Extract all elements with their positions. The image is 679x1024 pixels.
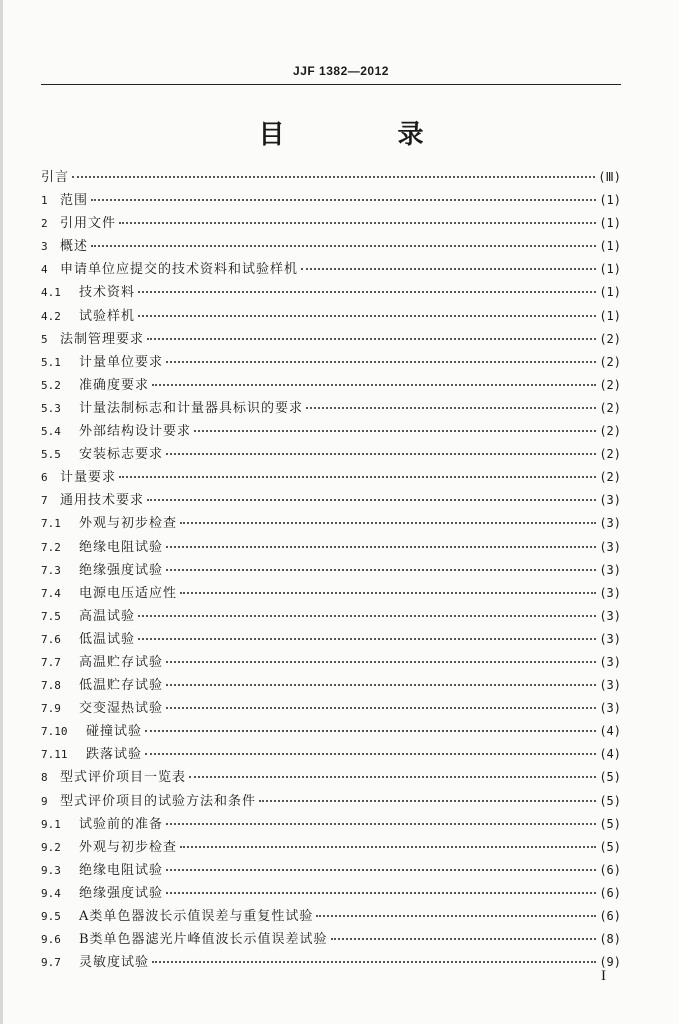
toc-leader-dots bbox=[166, 361, 596, 363]
toc-entry-title: 绝缘电阻试验 bbox=[79, 539, 164, 555]
toc-entry-number: 7.8 bbox=[41, 679, 61, 693]
toc-entry-page: (5) bbox=[599, 793, 621, 808]
toc-entry-page: (1) bbox=[599, 239, 621, 254]
toc-entry-page: (3) bbox=[599, 654, 621, 669]
toc-entry-number: 7.7 bbox=[41, 655, 61, 669]
toc-entry-title: 低温贮存试验 bbox=[79, 678, 164, 694]
toc-entry-page: (2) bbox=[599, 400, 621, 415]
toc-entry-page: (5) bbox=[599, 770, 621, 785]
toc-leader-dots bbox=[138, 291, 596, 293]
toc-entry[interactable] bbox=[41, 628, 621, 651]
toc-entry-page: (2) bbox=[599, 331, 621, 346]
toc-entry-number: 7.5 bbox=[41, 609, 61, 623]
toc-entry-page: (2) bbox=[599, 424, 621, 439]
toc-entry[interactable] bbox=[41, 258, 621, 281]
toc-entry-title: 法制管理要求 bbox=[60, 331, 145, 347]
toc-entry-number: 7.9 bbox=[41, 702, 61, 716]
toc-entry-number: 5 bbox=[41, 332, 48, 346]
toc-entry-title: 试验样机 bbox=[79, 308, 136, 324]
toc-entry-title: 高温试验 bbox=[79, 608, 136, 624]
toc-entry-number: 5.4 bbox=[41, 425, 61, 439]
toc-entry-page: (6) bbox=[599, 862, 621, 877]
toc-entry[interactable] bbox=[41, 859, 621, 882]
toc-entry-page: (2) bbox=[599, 447, 621, 462]
toc-entry-page: (1) bbox=[599, 308, 621, 323]
toc-entry-title: 计量要求 bbox=[60, 470, 117, 486]
toc-entry-number: 6 bbox=[41, 471, 48, 485]
toc-entry-title: 技术资料 bbox=[79, 285, 136, 301]
toc-entry-page: (6) bbox=[599, 909, 621, 923]
toc-entry-page: (1) bbox=[599, 262, 621, 277]
toc-entry-title: 申请单位应提交的技术资料和试验样机 bbox=[60, 262, 299, 278]
toc-leader-dots bbox=[316, 915, 596, 917]
toc-entry-title: 概述 bbox=[60, 239, 89, 255]
toc-entry-title: B类单色器滤光片峰值波长示值误差试验 bbox=[79, 932, 328, 948]
toc-entry-number: 9.5 bbox=[41, 910, 61, 923]
toc-leader-dots bbox=[145, 753, 596, 755]
toc-entry-number: 9.3 bbox=[41, 863, 61, 877]
toc-leader-dots bbox=[259, 800, 596, 802]
toc-entry-title: 绝缘强度试验 bbox=[79, 885, 164, 901]
toc-entry[interactable] bbox=[41, 743, 621, 766]
toc-entry-title: 外观与初步检查 bbox=[79, 839, 178, 855]
toc-entry-title: 引用文件 bbox=[60, 216, 117, 232]
toc-entry[interactable] bbox=[41, 813, 621, 836]
toc-entry-page: (3) bbox=[599, 585, 621, 600]
toc-leader-dots bbox=[331, 938, 597, 940]
toc-entry-number: 8 bbox=[41, 771, 48, 785]
toc-entry-page: (1) bbox=[599, 216, 621, 231]
toc-entry-page: (3) bbox=[599, 562, 621, 577]
toc-entry-title: 跌落试验 bbox=[86, 747, 143, 763]
toc-entry-title: 低温试验 bbox=[79, 631, 136, 647]
toc-entry[interactable] bbox=[41, 720, 621, 743]
toc-entry-title: 准确度要求 bbox=[79, 377, 150, 393]
toc-entry-title: 外观与初步检查 bbox=[79, 516, 178, 532]
toc-entry-number: 3 bbox=[41, 240, 48, 254]
toc-entry[interactable] bbox=[41, 281, 621, 304]
toc-leader-dots bbox=[152, 961, 596, 963]
toc-entry-number: 9 bbox=[41, 794, 48, 808]
toc-entry[interactable] bbox=[41, 397, 621, 420]
toc-leader-dots bbox=[72, 176, 595, 178]
toc-entry-number: 5.2 bbox=[41, 378, 61, 392]
toc-entry[interactable] bbox=[41, 905, 621, 928]
toc-leader-dots bbox=[301, 268, 596, 270]
toc-entry-title: 绝缘强度试验 bbox=[79, 562, 164, 578]
toc-entry-page: (3) bbox=[599, 701, 621, 716]
toc-leader-dots bbox=[91, 245, 596, 247]
toc-entry[interactable] bbox=[41, 559, 621, 582]
toc-entry[interactable] bbox=[41, 836, 621, 859]
toc-entry-number: 7.3 bbox=[41, 563, 61, 577]
toc-leader-dots bbox=[147, 338, 596, 340]
toc-entry[interactable] bbox=[41, 351, 621, 374]
toc-entry-page: (3) bbox=[599, 608, 621, 623]
toc-entry[interactable] bbox=[41, 651, 621, 674]
toc-entry-title: 型式评价项目的试验方法和条件 bbox=[60, 793, 257, 809]
toc-leader-dots bbox=[166, 546, 596, 548]
toc-leader-dots bbox=[166, 892, 596, 894]
toc-leader-dots bbox=[306, 407, 596, 409]
toc-entry-page: (2) bbox=[599, 470, 621, 485]
toc-entry-title: 计量法制标志和计量器具标识的要求 bbox=[79, 400, 304, 416]
page-title: 目 录 bbox=[258, 120, 476, 150]
toc-entry[interactable] bbox=[41, 928, 621, 951]
toc-entry-page: (3) bbox=[599, 516, 621, 531]
toc-entry-number: 7 bbox=[41, 494, 48, 508]
toc-entry-number: 4.2 bbox=[41, 309, 61, 323]
toc-entry[interactable] bbox=[41, 166, 621, 189]
toc-leader-dots bbox=[166, 661, 596, 663]
toc-entry-title: 高温贮存试验 bbox=[79, 654, 164, 670]
toc-entry-title: 通用技术要求 bbox=[60, 493, 145, 509]
toc-leader-dots bbox=[119, 476, 596, 478]
toc-entry-number: 7.6 bbox=[41, 632, 61, 646]
toc-entry[interactable] bbox=[41, 766, 621, 789]
header-rule bbox=[41, 84, 621, 85]
toc-leader-dots bbox=[138, 315, 596, 317]
toc-entry[interactable] bbox=[41, 235, 621, 258]
toc-entry-number: 2 bbox=[41, 217, 48, 231]
standard-code: JJF 1382—2012 bbox=[293, 64, 389, 78]
toc-entry-page: (Ⅲ) bbox=[598, 170, 621, 184]
toc-entry-number: 7.2 bbox=[41, 540, 61, 554]
table-of-contents bbox=[41, 166, 621, 974]
toc-entry-number: 5.3 bbox=[41, 401, 61, 415]
toc-leader-dots bbox=[166, 569, 596, 571]
toc-entry-page: (9) bbox=[599, 955, 621, 970]
toc-entry-page: (5) bbox=[599, 816, 621, 831]
toc-entry[interactable] bbox=[41, 374, 621, 397]
toc-entry-number: 7.11 bbox=[41, 748, 68, 762]
toc-entry-title: 安装标志要求 bbox=[79, 447, 164, 463]
toc-leader-dots bbox=[152, 384, 596, 386]
toc-leader-dots bbox=[166, 707, 596, 709]
toc-entry[interactable] bbox=[41, 674, 621, 697]
toc-entry-number: 4.1 bbox=[41, 286, 61, 300]
toc-entry[interactable] bbox=[41, 305, 621, 328]
toc-entry-title: 交变湿热试验 bbox=[79, 701, 164, 717]
toc-entry-number: 7.10 bbox=[41, 725, 68, 739]
toc-entry-page: (3) bbox=[599, 678, 621, 693]
toc-entry-title: A类单色器波长示值误差与重复性试验 bbox=[79, 909, 314, 924]
toc-entry-number: 9.2 bbox=[41, 840, 61, 854]
toc-entry[interactable] bbox=[41, 697, 621, 720]
toc-entry-title: 灵敏度试验 bbox=[79, 955, 150, 971]
toc-entry-title: 绝缘电阻试验 bbox=[79, 862, 164, 878]
toc-entry[interactable] bbox=[41, 189, 621, 212]
toc-leader-dots bbox=[91, 199, 596, 201]
toc-entry[interactable] bbox=[41, 420, 621, 443]
toc-entry-title: 外部结构设计要求 bbox=[79, 424, 192, 440]
toc-entry[interactable] bbox=[41, 882, 621, 905]
toc-entry-number: 7.1 bbox=[41, 517, 61, 531]
toc-entry[interactable] bbox=[41, 212, 621, 235]
toc-entry[interactable] bbox=[41, 443, 621, 466]
toc-entry-number: 5.5 bbox=[41, 448, 61, 462]
toc-leader-dots bbox=[180, 592, 596, 594]
toc-entry-page: (2) bbox=[599, 377, 621, 392]
toc-entry[interactable] bbox=[41, 466, 621, 489]
toc-entry-number: 9.4 bbox=[41, 886, 61, 900]
toc-entry-page: (3) bbox=[599, 493, 621, 508]
toc-entry-page: (1) bbox=[599, 285, 621, 300]
toc-entry[interactable] bbox=[41, 790, 621, 813]
toc-entry[interactable] bbox=[41, 951, 621, 974]
toc-leader-dots bbox=[119, 222, 596, 224]
toc-entry-page: (2) bbox=[599, 354, 621, 369]
toc-entry[interactable] bbox=[41, 536, 621, 559]
toc-entry-title: 引言 bbox=[41, 170, 70, 185]
toc-entry-number: 7.4 bbox=[41, 586, 61, 600]
toc-entry-number: 4 bbox=[41, 263, 48, 277]
toc-entry-number: 9.6 bbox=[41, 933, 61, 947]
toc-entry-title: 电源电压适应性 bbox=[79, 585, 178, 601]
toc-entry-title: 计量单位要求 bbox=[79, 354, 164, 370]
toc-leader-dots bbox=[180, 522, 596, 524]
toc-leader-dots bbox=[138, 638, 596, 640]
toc-entry-title: 型式评价项目一览表 bbox=[60, 770, 187, 786]
toc-entry-page: (1) bbox=[599, 193, 621, 208]
toc-entry-page: (4) bbox=[599, 724, 621, 739]
toc-leader-dots bbox=[166, 684, 596, 686]
toc-leader-dots bbox=[166, 869, 596, 871]
toc-entry-number: 9.1 bbox=[41, 817, 61, 831]
toc-leader-dots bbox=[145, 730, 596, 732]
toc-entry[interactable] bbox=[41, 605, 621, 628]
toc-entry[interactable] bbox=[41, 582, 621, 605]
toc-entry[interactable] bbox=[41, 489, 621, 512]
toc-leader-dots bbox=[166, 823, 596, 825]
toc-entry-title: 试验前的准备 bbox=[79, 816, 164, 832]
toc-entry[interactable] bbox=[41, 512, 621, 535]
toc-entry-page: (3) bbox=[599, 631, 621, 646]
toc-entry-page: (4) bbox=[599, 747, 621, 762]
toc-entry-title: 范围 bbox=[60, 193, 89, 209]
toc-entry-page: (8) bbox=[599, 932, 621, 947]
toc-entry[interactable] bbox=[41, 328, 621, 351]
toc-entry-title: 碰撞试验 bbox=[86, 724, 143, 740]
toc-leader-dots bbox=[194, 430, 596, 432]
page-number: I bbox=[601, 968, 606, 984]
toc-leader-dots bbox=[180, 846, 596, 848]
toc-entry-number: 5.1 bbox=[41, 355, 61, 369]
toc-entry-page: (6) bbox=[599, 885, 621, 900]
toc-entry-page: (5) bbox=[599, 839, 621, 854]
toc-entry-page: (3) bbox=[599, 539, 621, 554]
toc-entry-number: 1 bbox=[41, 194, 48, 208]
toc-leader-dots bbox=[189, 776, 596, 778]
toc-leader-dots bbox=[138, 615, 596, 617]
toc-leader-dots bbox=[147, 499, 596, 501]
toc-entry-number: 9.7 bbox=[41, 956, 61, 970]
toc-leader-dots bbox=[166, 453, 596, 455]
